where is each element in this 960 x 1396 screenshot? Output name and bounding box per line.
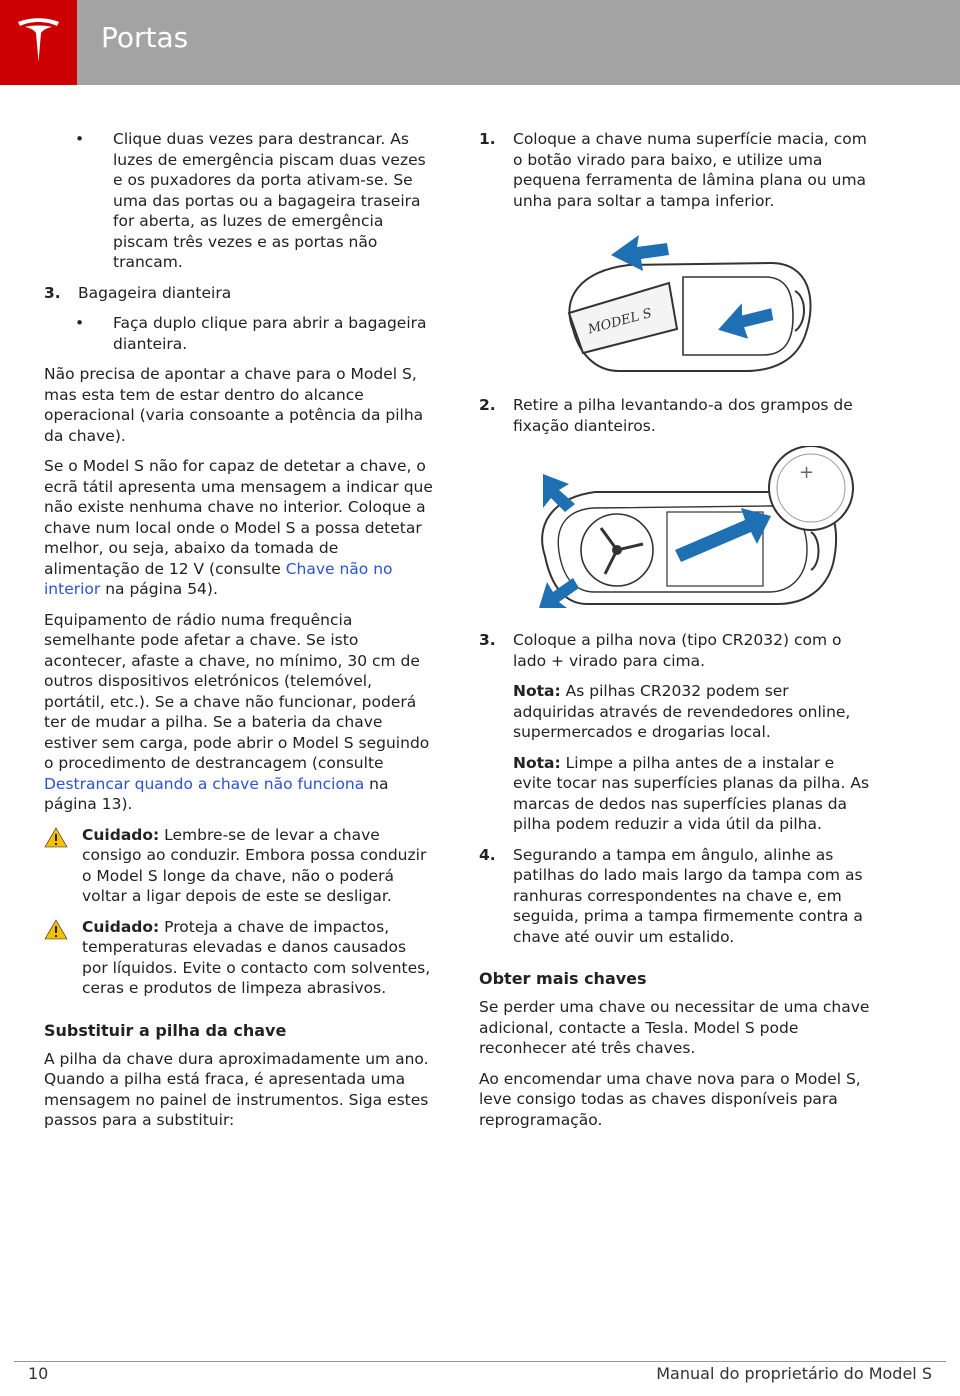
battery-removal-illustration [535, 446, 875, 616]
paragraph: Equipamento de rádio numa frequência semelhante pode afetar a chave. Se isto acontecer, afaste a chave, no mínimo, 30 cm de outros dispositivos eletrónicos (telemóvel, portátil, etc.). Se a chave não funcionar, poderá ter de mudar a pilha. Se a bateria da chave estiver sem carga, pode abrir o Model S seguindo o procedimento de destrancagem (consulte Destrancar quando a chave não funciona na página 13). [44, 610, 430, 813]
note: Nota: As pilhas CR2032 podem ser adquiridas através de revendedores online, supermercados e drogarias local. [513, 682, 851, 741]
step-item: 1. Coloque a chave numa superfície macia, com o botão virado para baixo, e utilize uma pequena ferramenta de lâmina plana ou uma unha para soltar a tampa inferior. [479, 130, 867, 210]
caution-box: Cuidado: Lembre-se de levar a chave consigo ao conduzir. Embora possa conduzir o Model S longe da chave, não o poderá voltar a ligar depois de este se desligar. [44, 825, 436, 907]
note: Nota: Limpe a pilha antes de a instalar e evite tocar nas superfícies planas da pilha. As marcas de dedos nas superfícies planas da pilha podem reduzir a vida útil da pilha. [513, 753, 870, 833]
footer-title: Manual do proprietário do Model S [656, 1364, 932, 1383]
paragraph: A pilha da chave dura aproximadamente um ano. Quando a pilha está fraca, é apresentada uma mensagem no painel de instrumentos. Siga estes passos para a substituir: [44, 1049, 429, 1129]
warning-icon [44, 827, 68, 848]
bullet-item: • Clique duas vezes para destrancar. As luzes de emergência piscam duas vezes e os puxadores da porta ativam-se. Se uma das portas ou a bagageira traseira for aberta, as luzes de emergência piscam três vezes e as portas não trancam. [75, 130, 426, 271]
paragraph: Ao encomendar uma chave nova para o Model S, leve consigo todas as chaves disponíveis para reprogramação. [479, 1069, 861, 1129]
section-heading: Substituir a pilha da chave [44, 1020, 287, 1040]
page-title: Portas [101, 21, 189, 54]
paragraph: Não precisa de apontar a chave para o Model S, mas esta tem de estar dentro do alcance operacional (varia consoante a potência da pilha da chave). [44, 365, 424, 445]
right-column [479, 129, 871, 1140]
paragraph: Se perder uma chave ou necessitar de uma chave adicional, contacte a Tesla. Model S pode reconhecer até três chaves. [479, 998, 870, 1057]
link-chave-nao-no-interior[interactable]: Chave não no interior [44, 559, 393, 598]
caution-box: Cuidado: Proteja a chave de impactos, temperaturas elevadas e danos causados por líquidos. Evite o contacto com solventes, ceras e produtos de limpeza abrasivos. [44, 917, 436, 999]
svg-text:MODEL S: MODEL S [586, 306, 654, 338]
step-item: 4. Segurando a tampa em ângulo, alinhe as patilhas do lado mais largo da tampa com as ranhuras correspondentes na chave e, em seguida, prima a tampa firmemente contra a chave até ouvir um estalido. [479, 845, 863, 946]
bullet-marker: • [75, 130, 85, 148]
tesla-logo-icon [16, 16, 61, 66]
link-destrancar-quando-chave-nao-funciona[interactable]: Destrancar quando a chave não funciona [44, 774, 365, 793]
step-item: 3. Coloque a pilha nova (tipo CR2032) com o lado + virado para cima. [479, 631, 842, 670]
brand-logo-box [0, 0, 77, 85]
warning-icon [44, 919, 68, 940]
page-header [0, 0, 960, 85]
bullet-item: • Faça duplo clique para abrir a bagageira dianteira. [75, 314, 427, 353]
svg-text:+: + [799, 462, 815, 483]
section-heading: Obter mais chaves [479, 969, 647, 988]
footer-divider [14, 1361, 946, 1362]
key-fob-cover-illustration [561, 221, 821, 381]
left-column [44, 129, 436, 1141]
step-item: 3. Bagageira dianteira [44, 283, 232, 302]
step-item: 2. Retire a pilha levantando-a dos grampos de fixação dianteiros. [479, 396, 853, 435]
page-number: 10 [28, 1364, 49, 1383]
bullet-marker: • [75, 314, 85, 332]
paragraph: Se o Model S não for capaz de detetar a chave, o ecrã tátil apresenta uma mensagem a indicar que não existe nenhuma chave no interior. Coloque a chave num local onde o Model S a possa detetar melhor, ou seja, abaixo da tomada de alimentação de 12 V (consulte Chave não no interior na página 54). [44, 457, 433, 598]
